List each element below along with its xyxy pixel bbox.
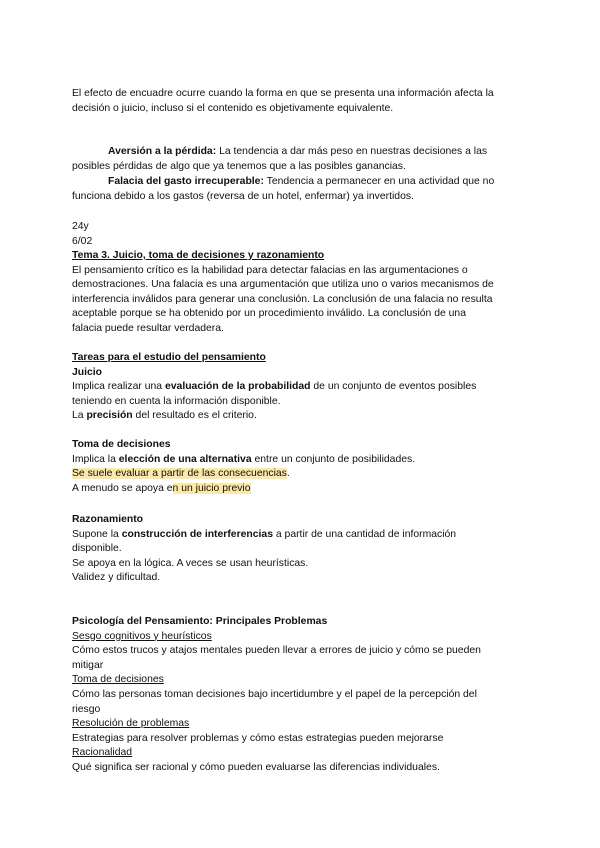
highlight: n un juicio previo xyxy=(172,482,251,494)
term: Falacia del gasto irrecuperable: xyxy=(108,176,264,187)
subheading-racionalidad: Racionalidad xyxy=(72,747,133,759)
text-line: Supone la construcción de interferencias a partir de una cantidad de información xyxy=(72,528,457,540)
subheading-juicio: Juicio xyxy=(72,366,103,378)
subheading-razonamiento: Razonamiento xyxy=(72,514,144,525)
text-line: riesgo xyxy=(72,703,101,715)
text-line xyxy=(72,175,532,190)
definition: Tendencia a permanecer en una actividad que no xyxy=(263,176,495,187)
decisiones-section xyxy=(72,438,532,496)
tareas-section xyxy=(72,351,532,424)
problemas-section xyxy=(72,615,532,776)
text-line: Validez y dificultad. xyxy=(72,572,161,584)
text-line: Cómo las personas toman decisiones bajo incertidumbre y el papel de la percepción del xyxy=(72,688,477,700)
text-line: funciona debido a los gastos (reversa de un hotel, enfermar) ya invertidos. xyxy=(72,190,414,202)
highlighted-line: Se suele evaluar a partir de las consecuencias. xyxy=(72,468,290,480)
text-line: disponible. xyxy=(72,543,122,555)
text-line: mitigar xyxy=(72,659,104,671)
date-note xyxy=(72,220,532,249)
text-line: teniendo en cuenta la información disponible. xyxy=(72,395,281,407)
sunk-cost-paragraph xyxy=(72,175,532,204)
text-line: Cómo estos trucos y atajos mentales pueden llevar a errores de juicio y cómo se pueden xyxy=(72,645,481,657)
framing-effect-paragraph xyxy=(72,87,532,116)
subheading-decisiones: Toma de decisiones xyxy=(72,439,171,450)
highlight: Se suele evaluar a partir de las consecuencias xyxy=(72,468,287,480)
section-title: Tema 3. Juicio, toma de decisiones y razonamiento xyxy=(72,250,325,261)
text-line: A menudo se apoya en un juicio previo xyxy=(72,482,251,494)
subheading-sesgo: Sesgo cognitivos y heurísticos xyxy=(72,630,212,642)
subheading-resolucion: Resolución de problemas xyxy=(72,718,190,730)
subheading-toma: Toma de decisiones xyxy=(72,674,164,686)
text-line xyxy=(72,145,532,160)
text-line: Estrategias para resolver problemas y cómo estas estrategias pueden mejorarse xyxy=(72,732,444,744)
razonamiento-section xyxy=(72,513,532,586)
loss-aversion-paragraph xyxy=(72,145,532,174)
text-line: El efecto de encuadre ocurre cuando la forma en que se presenta una información afecta la xyxy=(72,88,494,99)
text-line: Implica la elección de una alternativa entre un conjunto de posibilidades. xyxy=(72,453,416,465)
text-line: La precisión del resultado es el criterio. xyxy=(72,410,257,422)
section-title: Psicología del Pensamiento: Principales Problemas xyxy=(72,616,328,627)
text-line: Se apoya en la lógica. A veces se usan heurísticas. xyxy=(72,557,309,569)
text-line: decisión o juicio, incluso si el contenido es objetivamente equivalente. xyxy=(72,102,394,114)
text-line: Qué significa ser racional y cómo pueden evaluarse las diferencias individuales. xyxy=(72,761,440,773)
text-line: posibles pérdidas de algo que ya tenemos que a las posibles ganancias. xyxy=(72,160,406,172)
text-line: interferencia inválidos para generar una conclusión. La conclusión de una falacia no resulta xyxy=(72,293,493,305)
text-line: El pensamiento crítico es la habilidad para detectar falacias en las argumentaciones o xyxy=(72,264,468,276)
text-line: 6/02 xyxy=(72,235,93,247)
text-line: 24y xyxy=(72,221,89,232)
text-line: demostraciones. Una falacia es una argumentación que utiliza uno o varios mecanismos de xyxy=(72,279,494,291)
section-title: Tareas para el estudio del pensamiento xyxy=(72,352,266,363)
text-line: Implica realizar una evaluación de la probabilidad de un conjunto de eventos posibles xyxy=(72,381,477,393)
definition: La tendencia a dar más peso en nuestras decisiones a las xyxy=(216,146,488,157)
term: Aversión a la pérdida: xyxy=(108,146,217,157)
text-line: aceptable porque se ha obtenido por un procedimiento inválido. La conclusión de una xyxy=(72,308,466,320)
text-line: falacia puede resultar verdadera. xyxy=(72,322,224,334)
tema3-section xyxy=(72,249,532,337)
